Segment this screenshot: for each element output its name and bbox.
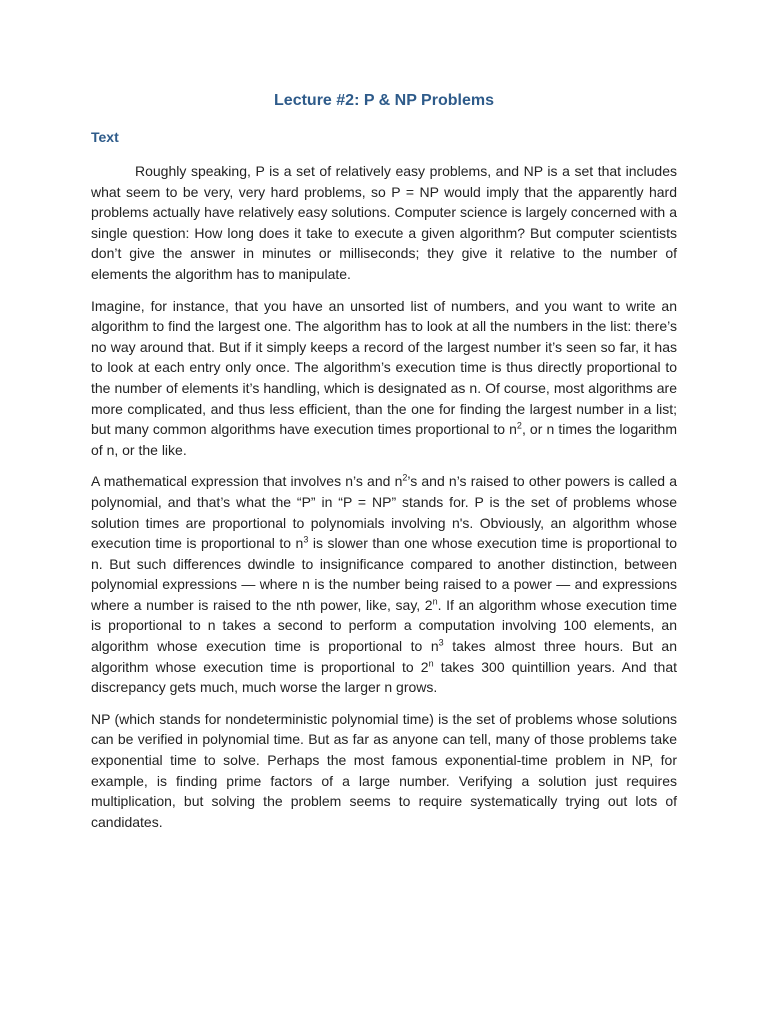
paragraph-2	[91, 296, 677, 461]
paragraph-3-text-c: is slower than one whose execution time is proportional to n. But such differences dwindle to insignificance compared to another distinction, between polynomial expressions — where n is the number being raised to a power — and expressions where a number is raised to the nth power, like, say, 2	[91, 535, 677, 613]
section-heading: Text	[91, 129, 119, 145]
superscript: n	[432, 596, 438, 607]
paragraph-2-text-a: Imagine, for instance, that you have an unsorted list of numbers, and you want to write an algorithm to find the largest one. The algorithm has to look at all the numbers in the list: there’s no way around that. But if it simply keeps a record of the largest number it’s seen so far, it has to look at each entry only once. The algorithm’s execution time is thus directly proportional to the number of elements it’s handling, which is designated as n. Of course, most algorithms are more complicated, and thus less efficient, than the one for finding the largest number in a list; but many common algorithms have execution times proportional to n	[91, 297, 677, 438]
paragraph-3-text-e: takes almost three hours. But an algorithm whose execution time is proportional to 2	[91, 638, 677, 675]
superscript: 2	[516, 420, 522, 431]
paragraph-3-text-b: ’s and n’s raised to other powers is called a polynomial, and that’s what the “P” in “P = NP” stands for. P is the set of problems whose solution times are proportional to polynomials involving n's. Obviously, an algorithm whose execution time is proportional to n	[91, 473, 677, 552]
superscript: 3	[303, 534, 309, 545]
page-title: Lecture #2: P & NP Problems	[274, 92, 494, 109]
paragraph-3-text-f: takes 300 quintillion years. And that discrepancy gets much, much worse the larger n grows.	[91, 658, 677, 696]
paragraph-3-text-d: . If an algorithm whose execution time is proportional to n takes a second to perform a computation involving 100 elements, an algorithm whose execution time is proportional to n	[91, 596, 677, 655]
superscript: 3	[438, 637, 444, 648]
superscript: n	[428, 658, 434, 668]
paragraph-2-text-b: , or n times the logarithm of n, or the like.	[91, 421, 678, 458]
paragraph-1: Roughly speaking, P is a set of relatively easy problems, and NP is a set that includes what seem to be very, very hard problems, so P = NP would imply that the apparently hard problems actually have relatively easy solutions. Computer science is largely concerned with a single question: How long does it take to execute a given algorithm? But computer scientists don’t give the answer in minutes or milliseconds; they give it relative to the number of elements the algorithm has to manipulate.	[91, 163, 677, 282]
superscript: 2	[402, 472, 408, 483]
paragraph-3	[91, 471, 677, 698]
paragraph-4: NP (which stands for nondeterministic polynomial time) is the set of problems whose solutions can be verified in polynomial time. But as far as anyone can tell, many of those problems take exponential time to solve. Perhaps the most famous exponential-time problem in NP, for example, is finding prime factors of a large number. Verifying a solution just requires multiplication, but solving the problem seems to require systematically trying out lots of candidates.	[91, 710, 677, 830]
document-body	[91, 161, 677, 843]
paragraph-3-text-a: A mathematical expression that involves n’s and n	[91, 473, 403, 490]
